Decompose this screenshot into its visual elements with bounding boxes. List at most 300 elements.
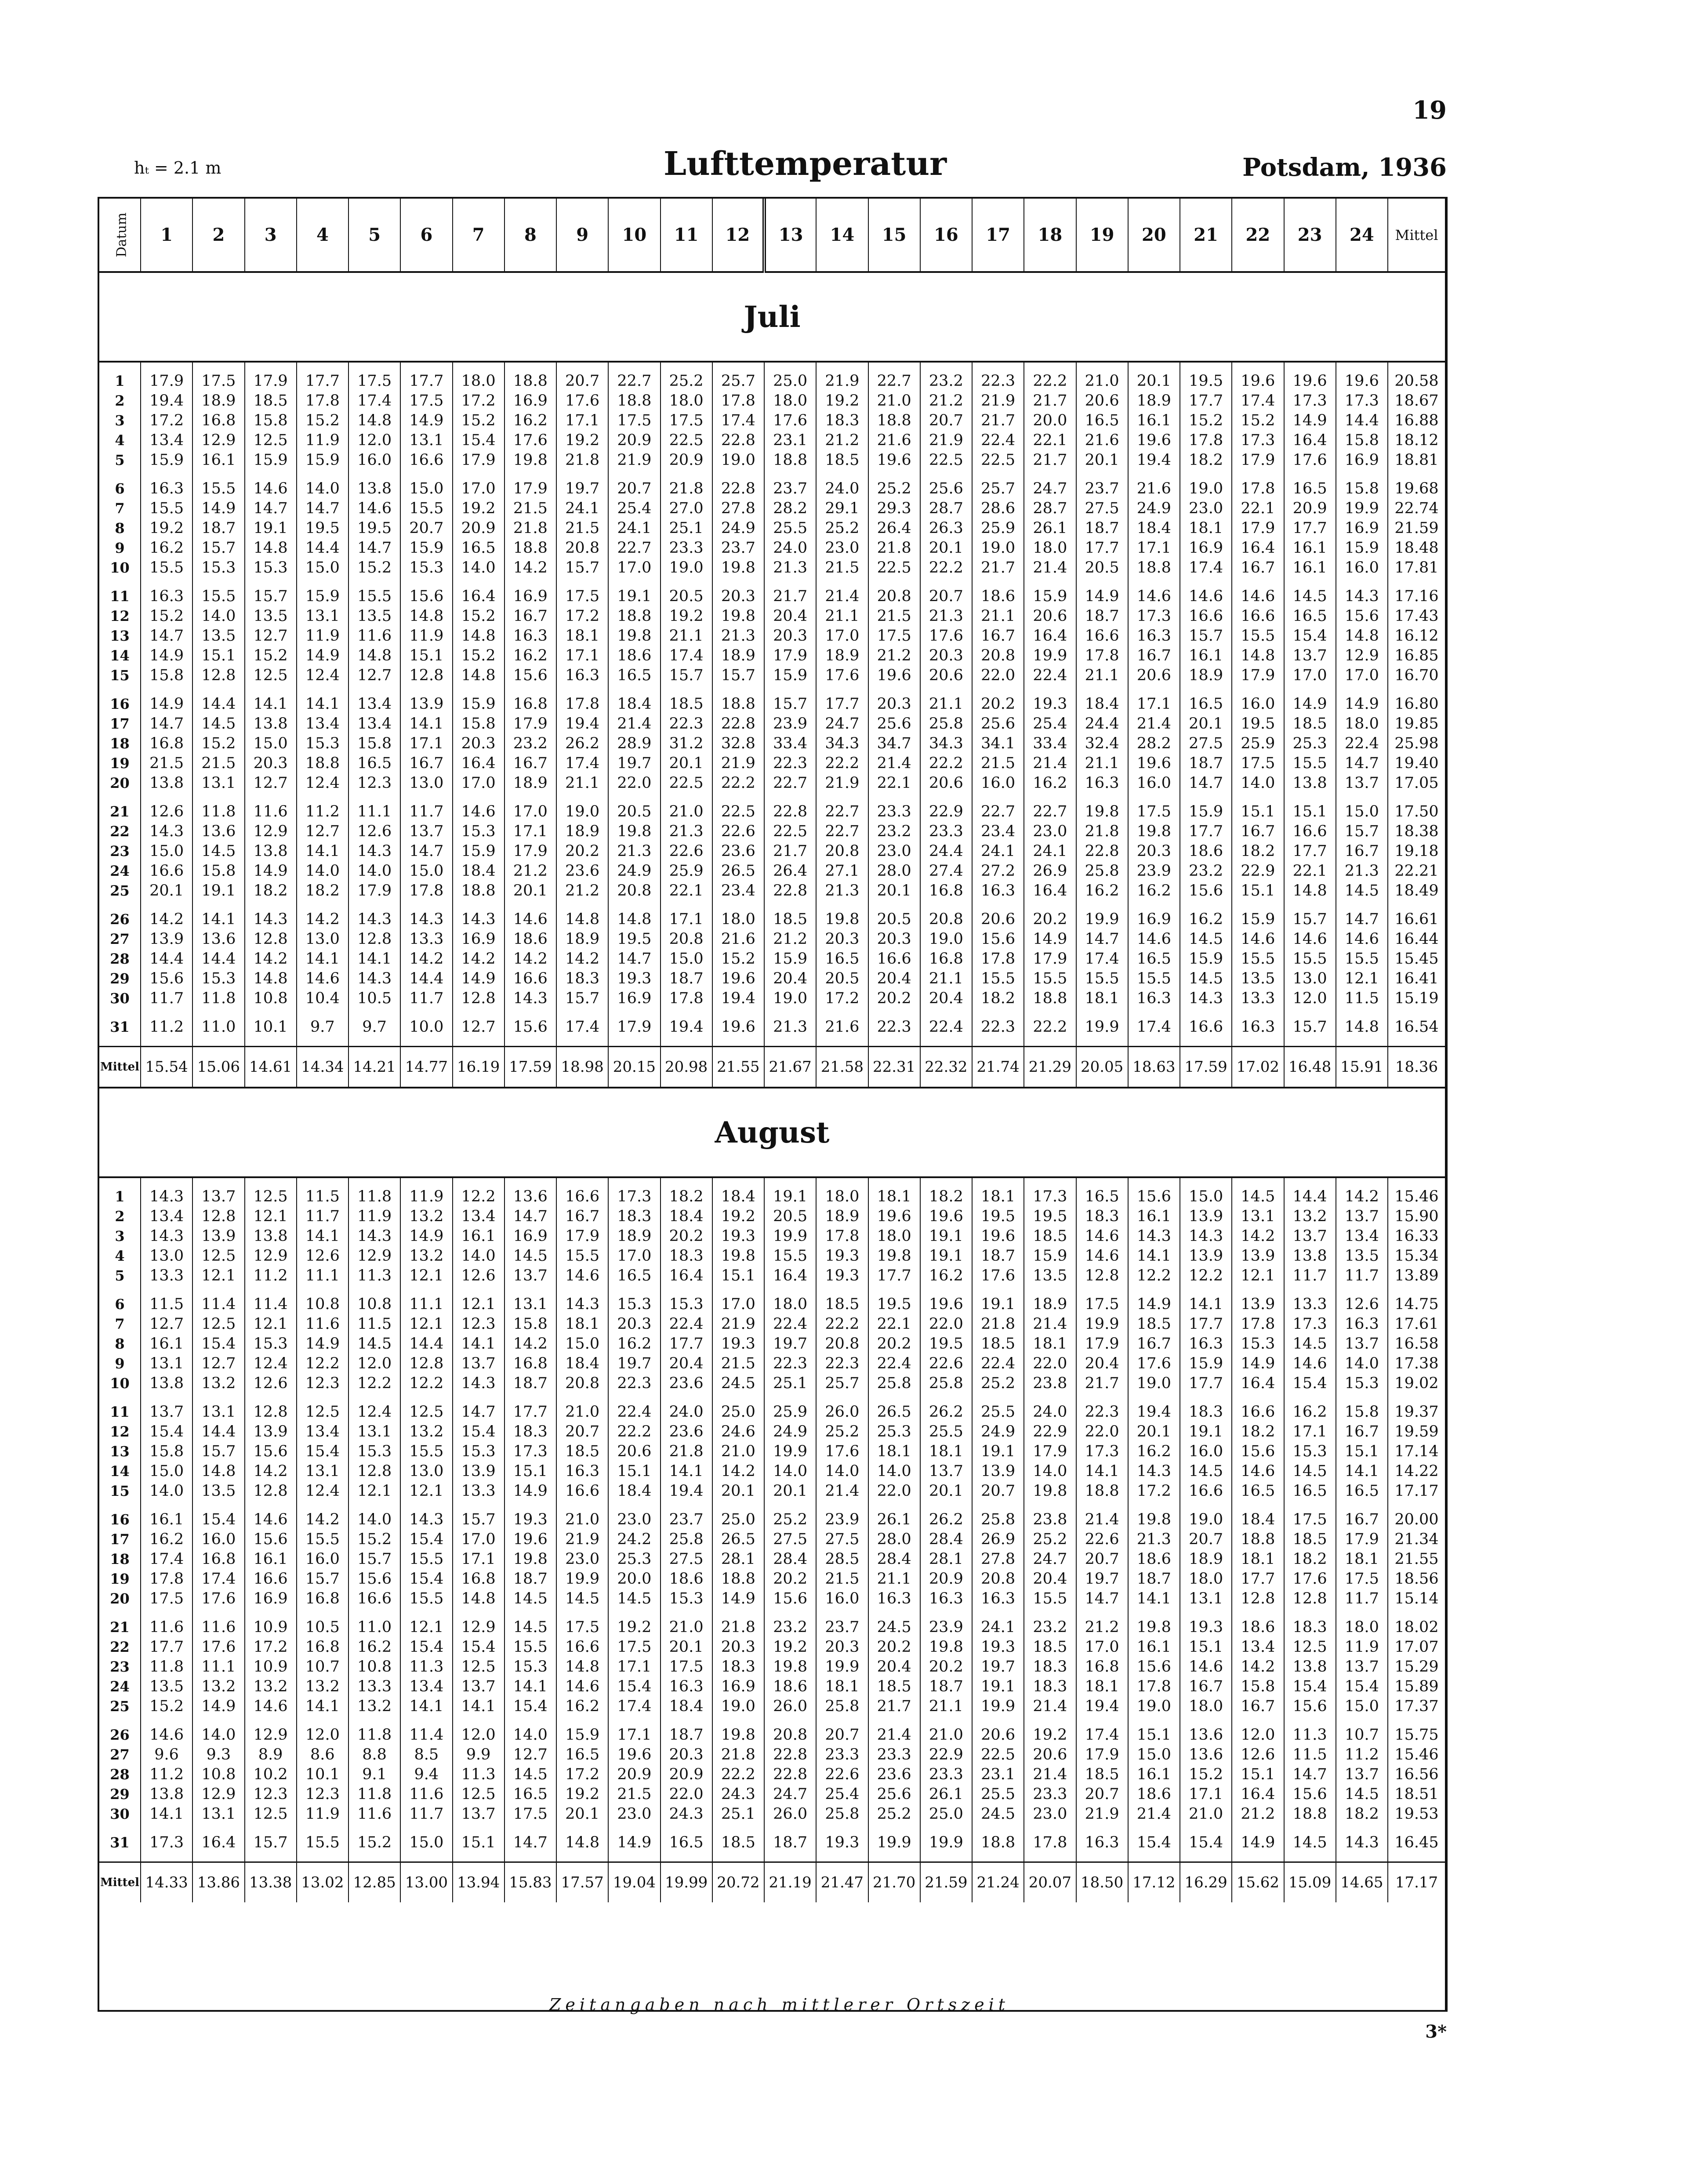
hourly-value: 15.9 xyxy=(453,842,504,861)
hourly-value: 28.7 xyxy=(1024,499,1076,519)
spacer-cell xyxy=(661,1609,712,1618)
hourly-value: 17.3 xyxy=(1336,391,1388,411)
hourly-value: 18.8 xyxy=(453,881,504,901)
hourly-mean: 18.63 xyxy=(1128,1047,1180,1088)
hourly-value: 21.8 xyxy=(504,519,556,538)
column-header-hour-20: 20 xyxy=(1128,199,1180,272)
hourly-value: 21.0 xyxy=(661,1618,712,1637)
hourly-value: 19.8 xyxy=(1024,1481,1076,1501)
spacer-cell xyxy=(608,578,660,587)
group-spacer xyxy=(99,1037,1445,1047)
spacer-cell xyxy=(1232,901,1284,910)
hourly-value: 22.5 xyxy=(661,773,712,793)
hourly-value: 13.0 xyxy=(400,1462,452,1481)
hourly-value: 15.5 xyxy=(972,969,1024,989)
hourly-value: 22.1 xyxy=(1024,431,1076,450)
hourly-value: 18.3 xyxy=(504,1422,556,1442)
hourly-value: 20.7 xyxy=(556,1422,608,1442)
hourly-value: 18.1 xyxy=(1232,1549,1284,1569)
hourly-value: 19.6 xyxy=(608,1745,660,1765)
hourly-value: 19.0 xyxy=(712,1697,764,1716)
column-header-mittel: Mittel xyxy=(1388,199,1445,272)
hourly-value: 16.1 xyxy=(1128,1765,1180,1785)
hourly-value: 15.3 xyxy=(297,734,348,754)
hourly-value: 14.5 xyxy=(1284,1833,1336,1853)
hourly-value: 21.2 xyxy=(764,929,816,949)
hourly-value: 22.3 xyxy=(972,1017,1024,1037)
table-row xyxy=(99,949,1445,969)
hourly-value: 15.5 xyxy=(192,587,244,606)
day-number: 15 xyxy=(99,666,141,686)
hourly-value: 27.4 xyxy=(920,861,972,881)
hourly-value: 17.0 xyxy=(816,626,868,646)
hourly-value: 20.4 xyxy=(868,1657,920,1677)
hourly-value: 17.3 xyxy=(1076,1442,1128,1462)
hourly-value: 14.1 xyxy=(297,842,348,861)
hourly-value: 18.9 xyxy=(1128,391,1180,411)
hourly-value: 20.2 xyxy=(764,1569,816,1589)
hourly-value: 19.9 xyxy=(1076,1017,1128,1037)
hourly-value: 17.9 xyxy=(1076,1745,1128,1765)
hourly-value: 19.6 xyxy=(1128,754,1180,773)
spacer-cell xyxy=(1024,362,1076,371)
hourly-value: 24.6 xyxy=(712,1422,764,1442)
hourly-value: 18.0 xyxy=(1024,538,1076,558)
hourly-value: 21.6 xyxy=(816,1017,868,1037)
daily-mean: 22.21 xyxy=(1394,862,1439,880)
hourly-value: 16.1 xyxy=(1180,646,1232,666)
hourly-value: 13.8 xyxy=(245,842,297,861)
hourly-value: 11.7 xyxy=(400,1804,452,1824)
hourly-value: 14.9 xyxy=(400,411,452,431)
hourly-value: 14.8 xyxy=(1284,881,1336,901)
table-row xyxy=(99,1295,1445,1314)
hourly-mean: 21.74 xyxy=(972,1047,1024,1088)
hourly-value: 19.4 xyxy=(1128,1402,1180,1422)
hourly-value: 24.4 xyxy=(1076,714,1128,734)
hourly-value: 16.6 xyxy=(348,1589,400,1609)
hourly-value: 15.9 xyxy=(764,949,816,969)
hourly-value: 11.6 xyxy=(348,626,400,646)
spacer-cell xyxy=(453,1037,504,1047)
hourly-value: 13.7 xyxy=(1336,1765,1388,1785)
spacer-cell xyxy=(1024,1853,1076,1862)
spacer-cell xyxy=(504,1716,556,1725)
spacer-cell xyxy=(141,578,192,587)
hourly-value: 23.2 xyxy=(1180,861,1232,881)
spacer-cell xyxy=(1076,1824,1128,1833)
hourly-value: 15.0 xyxy=(1128,1745,1180,1765)
hourly-value: 15.5 xyxy=(1232,626,1284,646)
hourly-value: 22.9 xyxy=(1232,861,1284,881)
day-number: 23 xyxy=(99,1657,141,1677)
hourly-value: 20.2 xyxy=(661,1226,712,1246)
hourly-value: 16.2 xyxy=(141,1530,192,1549)
spacer-cell xyxy=(556,470,608,479)
hourly-value: 33.4 xyxy=(764,734,816,754)
hourly-value: 23.6 xyxy=(712,842,764,861)
hourly-value: 18.2 xyxy=(972,989,1024,1009)
hourly-value: 22.7 xyxy=(608,371,660,391)
table-row xyxy=(99,519,1445,538)
table-row xyxy=(99,989,1445,1009)
hourly-value: 15.9 xyxy=(297,450,348,470)
hourly-value: 28.4 xyxy=(764,1549,816,1569)
hourly-value: 11.8 xyxy=(348,1725,400,1745)
hourly-value: 18.7 xyxy=(504,1374,556,1393)
hourly-value: 15.5 xyxy=(1336,949,1388,969)
spacer-cell xyxy=(1284,1853,1336,1862)
spacer-cell xyxy=(192,1609,244,1618)
hourly-value: 21.0 xyxy=(712,1442,764,1462)
table-row xyxy=(99,1589,1445,1609)
hourly-value: 15.9 xyxy=(453,694,504,714)
hourly-value: 11.0 xyxy=(348,1618,400,1637)
spacer-cell xyxy=(245,578,297,587)
hourly-value: 13.8 xyxy=(1284,773,1336,793)
hourly-value: 14.0 xyxy=(348,861,400,881)
spacer-cell xyxy=(245,1286,297,1295)
hourly-value: 19.0 xyxy=(1128,1374,1180,1393)
day-number: 2 xyxy=(99,1207,141,1226)
hourly-mean: 17.12 xyxy=(1128,1862,1180,1903)
hourly-value: 13.7 xyxy=(400,822,452,842)
hourly-value: 16.4 xyxy=(1284,431,1336,450)
hourly-value: 17.5 xyxy=(1336,1569,1388,1589)
spacer-cell xyxy=(245,686,297,694)
day-number: 31 xyxy=(99,1833,141,1853)
spacer-cell xyxy=(1076,793,1128,802)
hourly-value: 16.6 xyxy=(556,1481,608,1501)
spacer-cell xyxy=(920,470,972,479)
hourly-value: 27.0 xyxy=(661,499,712,519)
hourly-mean: 19.04 xyxy=(608,1862,660,1903)
hourly-value: 17.7 xyxy=(1232,1569,1284,1589)
hourly-value: 20.5 xyxy=(764,1207,816,1226)
hourly-mean: 15.91 xyxy=(1336,1047,1388,1088)
hourly-value: 18.1 xyxy=(1076,989,1128,1009)
daily-mean: 16.44 xyxy=(1394,930,1439,948)
spacer-cell xyxy=(1180,1177,1232,1187)
hourly-value: 18.3 xyxy=(1024,1657,1076,1677)
hourly-value: 12.9 xyxy=(1336,646,1388,666)
hourly-value: 21.5 xyxy=(608,1785,660,1804)
hourly-value: 18.5 xyxy=(1024,1637,1076,1657)
spacer-cell xyxy=(192,1824,244,1833)
hourly-value: 14.1 xyxy=(297,1697,348,1716)
month-row xyxy=(99,272,1445,362)
hourly-value: 21.0 xyxy=(556,1510,608,1530)
hourly-value: 9.7 xyxy=(348,1017,400,1037)
spacer-cell xyxy=(920,1009,972,1017)
hourly-value: 24.1 xyxy=(1024,842,1076,861)
hourly-value: 12.3 xyxy=(297,1374,348,1393)
hourly-value: 16.4 xyxy=(453,587,504,606)
hourly-value: 18.9 xyxy=(816,646,868,666)
hourly-value: 14.3 xyxy=(348,1226,400,1246)
hourly-value: 13.2 xyxy=(245,1677,297,1697)
spacer-cell xyxy=(712,470,764,479)
spacer-cell xyxy=(661,1393,712,1402)
hourly-value: 14.8 xyxy=(245,969,297,989)
hourly-value: 18.9 xyxy=(556,822,608,842)
hourly-value: 11.3 xyxy=(348,1266,400,1286)
daily-mean: 18.67 xyxy=(1394,392,1439,410)
hourly-value: 14.8 xyxy=(348,646,400,666)
spacer-cell xyxy=(868,362,920,371)
spacer-cell xyxy=(1076,362,1128,371)
hourly-value: 15.6 xyxy=(972,929,1024,949)
hourly-value: 22.5 xyxy=(661,431,712,450)
hourly-value: 16.8 xyxy=(453,1569,504,1589)
spacer-cell xyxy=(400,1853,452,1862)
spacer-cell xyxy=(1024,1824,1076,1833)
hourly-value: 17.9 xyxy=(504,479,556,499)
spacer-cell xyxy=(712,362,764,371)
hourly-value: 26.3 xyxy=(920,519,972,538)
hourly-value: 14.9 xyxy=(712,1589,764,1609)
hourly-value: 13.3 xyxy=(400,929,452,949)
hourly-value: 21.3 xyxy=(712,626,764,646)
spacer-cell xyxy=(192,1037,244,1047)
hourly-value: 20.8 xyxy=(868,587,920,606)
hourly-value: 17.4 xyxy=(141,1549,192,1569)
hourly-value: 25.8 xyxy=(816,1804,868,1824)
hourly-value: 18.7 xyxy=(504,1569,556,1589)
table-row xyxy=(99,587,1445,606)
spacer-cell xyxy=(297,1177,348,1187)
hourly-value: 15.5 xyxy=(556,1246,608,1266)
hourly-value: 27.5 xyxy=(1180,734,1232,754)
hourly-value: 18.3 xyxy=(1180,1402,1232,1422)
hourly-value: 20.8 xyxy=(816,842,868,861)
hourly-value: 16.5 xyxy=(556,1745,608,1765)
spacer-cell xyxy=(764,1393,816,1402)
spacer-cell xyxy=(1024,901,1076,910)
hourly-value: 15.5 xyxy=(1024,1589,1076,1609)
spacer-cell xyxy=(1388,470,1445,479)
mean-row-label: Mittel xyxy=(99,1862,141,1903)
hourly-mean: 21.29 xyxy=(1024,1047,1076,1088)
hourly-value: 12.5 xyxy=(453,1785,504,1804)
spacer-cell xyxy=(972,1716,1024,1725)
spacer-cell xyxy=(141,1393,192,1402)
hourly-value: 13.1 xyxy=(348,1422,400,1442)
hourly-value: 17.4 xyxy=(608,1697,660,1716)
hourly-value: 19.0 xyxy=(661,558,712,578)
spacer-cell xyxy=(816,1716,868,1725)
hourly-value: 13.4 xyxy=(297,1422,348,1442)
hourly-value: 14.5 xyxy=(1284,587,1336,606)
spacer-cell xyxy=(141,1853,192,1862)
hourly-value: 11.8 xyxy=(348,1187,400,1207)
hourly-value: 15.2 xyxy=(453,646,504,666)
spacer-cell xyxy=(608,362,660,371)
hourly-value: 13.5 xyxy=(1336,1246,1388,1266)
hourly-value: 13.0 xyxy=(400,773,452,793)
hourly-value: 17.5 xyxy=(1076,1295,1128,1314)
hourly-value: 18.8 xyxy=(1024,989,1076,1009)
hourly-value: 16.2 xyxy=(504,646,556,666)
hourly-value: 21.9 xyxy=(712,754,764,773)
spacer-cell xyxy=(192,793,244,802)
day-number: 28 xyxy=(99,1765,141,1785)
day-number: 9 xyxy=(99,538,141,558)
hourly-value: 25.6 xyxy=(868,1785,920,1804)
hourly-value: 17.7 xyxy=(297,371,348,391)
hourly-value: 17.0 xyxy=(453,1530,504,1549)
day-number: 11 xyxy=(99,1402,141,1422)
hourly-value: 25.8 xyxy=(661,1530,712,1549)
hourly-mean: 15.06 xyxy=(192,1047,244,1088)
hourly-value: 25.7 xyxy=(972,479,1024,499)
hourly-value: 16.7 xyxy=(1336,1422,1388,1442)
spacer-cell xyxy=(1180,470,1232,479)
spacer-cell xyxy=(1076,1609,1128,1618)
day-number: 10 xyxy=(99,1374,141,1393)
hourly-value: 17.8 xyxy=(816,1226,868,1246)
hourly-value: 21.4 xyxy=(1024,754,1076,773)
hourly-value: 17.4 xyxy=(1128,1017,1180,1037)
hourly-value: 23.7 xyxy=(764,479,816,499)
hourly-value: 22.2 xyxy=(816,754,868,773)
hourly-value: 21.2 xyxy=(868,646,920,666)
hourly-value: 20.6 xyxy=(920,773,972,793)
hourly-value: 12.1 xyxy=(400,1618,452,1637)
spacer-cell xyxy=(1388,793,1445,802)
hourly-value: 14.3 xyxy=(348,842,400,861)
hourly-value: 14.5 xyxy=(504,1765,556,1785)
spacer-cell xyxy=(1284,1393,1336,1402)
spacer-cell xyxy=(1024,578,1076,587)
hourly-value: 11.6 xyxy=(245,802,297,822)
hourly-value: 18.4 xyxy=(1076,694,1128,714)
hourly-value: 19.5 xyxy=(1232,714,1284,734)
hourly-value: 23.3 xyxy=(1024,1785,1076,1804)
hourly-value: 19.2 xyxy=(608,1618,660,1637)
hourly-value: 12.6 xyxy=(348,822,400,842)
hourly-value: 12.1 xyxy=(400,1266,452,1286)
spacer-cell xyxy=(99,362,141,371)
hourly-value: 14.6 xyxy=(1076,1246,1128,1266)
hourly-value: 17.5 xyxy=(661,411,712,431)
hourly-value: 16.8 xyxy=(192,411,244,431)
hourly-value: 14.7 xyxy=(1336,754,1388,773)
spacer-cell xyxy=(297,578,348,587)
day-number: 25 xyxy=(99,881,141,901)
hourly-value: 12.4 xyxy=(297,1481,348,1501)
hourly-value: 25.7 xyxy=(712,371,764,391)
day-number: 9 xyxy=(99,1354,141,1374)
hourly-value: 12.8 xyxy=(348,929,400,949)
spacer-cell xyxy=(972,1393,1024,1402)
hourly-value: 14.3 xyxy=(1128,1226,1180,1246)
hourly-value: 14.8 xyxy=(192,1462,244,1481)
hourly-value: 16.1 xyxy=(1284,558,1336,578)
hourly-value: 18.5 xyxy=(868,1677,920,1697)
hourly-value: 14.4 xyxy=(1284,1187,1336,1207)
hourly-value: 16.5 xyxy=(1284,1481,1336,1501)
hourly-value: 11.9 xyxy=(297,1804,348,1824)
hourly-value: 11.3 xyxy=(1284,1725,1336,1745)
hourly-value: 15.6 xyxy=(1128,1187,1180,1207)
hourly-value: 19.1 xyxy=(972,1442,1024,1462)
spacer-cell xyxy=(868,1009,920,1017)
hourly-value: 18.3 xyxy=(608,1207,660,1226)
spacer-cell xyxy=(245,1393,297,1402)
hourly-value: 15.6 xyxy=(1128,1657,1180,1677)
table-row xyxy=(99,1374,1445,1393)
hourly-value: 21.9 xyxy=(556,1530,608,1549)
spacer-cell xyxy=(868,1037,920,1047)
hourly-value: 22.8 xyxy=(764,881,816,901)
hourly-value: 20.7 xyxy=(1076,1549,1128,1569)
spacer-cell xyxy=(972,470,1024,479)
hourly-value: 15.1 xyxy=(1284,802,1336,822)
month-row xyxy=(99,1088,1445,1177)
spacer-cell xyxy=(816,1853,868,1862)
hourly-value: 18.1 xyxy=(556,1314,608,1334)
hourly-value: 20.8 xyxy=(920,910,972,929)
spacer-cell xyxy=(245,901,297,910)
hourly-value: 14.5 xyxy=(504,1618,556,1637)
hourly-value: 13.5 xyxy=(1232,969,1284,989)
hourly-value: 18.1 xyxy=(556,626,608,646)
hourly-value: 19.5 xyxy=(972,1207,1024,1226)
hourly-value: 14.6 xyxy=(297,969,348,989)
hourly-mean: 13.86 xyxy=(192,1862,244,1903)
hourly-value: 20.7 xyxy=(400,519,452,538)
hourly-value: 12.8 xyxy=(245,1402,297,1422)
hourly-value: 20.2 xyxy=(1024,910,1076,929)
hourly-value: 11.8 xyxy=(192,802,244,822)
hourly-value: 14.7 xyxy=(453,1402,504,1422)
hourly-value: 19.6 xyxy=(920,1295,972,1314)
spacer-cell xyxy=(453,793,504,802)
hourly-value: 17.4 xyxy=(1076,1725,1128,1745)
hourly-value: 27.5 xyxy=(764,1530,816,1549)
hourly-value: 21.3 xyxy=(608,842,660,861)
hourly-value: 19.9 xyxy=(1076,910,1128,929)
spacer-cell xyxy=(192,686,244,694)
daily-mean: 16.58 xyxy=(1394,1335,1439,1353)
hourly-value: 12.6 xyxy=(141,802,192,822)
hourly-value: 15.2 xyxy=(192,734,244,754)
hourly-value: 15.3 xyxy=(348,1442,400,1462)
hourly-value: 20.1 xyxy=(868,881,920,901)
day-number: 14 xyxy=(99,646,141,666)
hourly-value: 18.0 xyxy=(661,391,712,411)
spacer-cell xyxy=(1180,1716,1232,1725)
hourly-value: 21.7 xyxy=(1076,1374,1128,1393)
spacer-cell xyxy=(556,901,608,910)
hourly-value: 17.1 xyxy=(1284,1422,1336,1442)
hourly-value: 17.5 xyxy=(1128,802,1180,822)
spacer-cell xyxy=(1180,1824,1232,1833)
hourly-value: 14.0 xyxy=(1024,1462,1076,1481)
spacer-cell xyxy=(1232,362,1284,371)
hourly-value: 19.0 xyxy=(556,802,608,822)
hourly-value: 24.9 xyxy=(972,1422,1024,1442)
day-number: 3 xyxy=(99,411,141,431)
hourly-value: 19.0 xyxy=(764,989,816,1009)
hourly-value: 21.6 xyxy=(868,431,920,450)
hourly-value: 11.8 xyxy=(348,1785,400,1804)
sheet-mark: 3* xyxy=(1425,2021,1447,2042)
hourly-value: 22.0 xyxy=(1024,1354,1076,1374)
column-header-hour-6: 6 xyxy=(400,199,452,272)
hourly-value: 23.2 xyxy=(764,1618,816,1637)
